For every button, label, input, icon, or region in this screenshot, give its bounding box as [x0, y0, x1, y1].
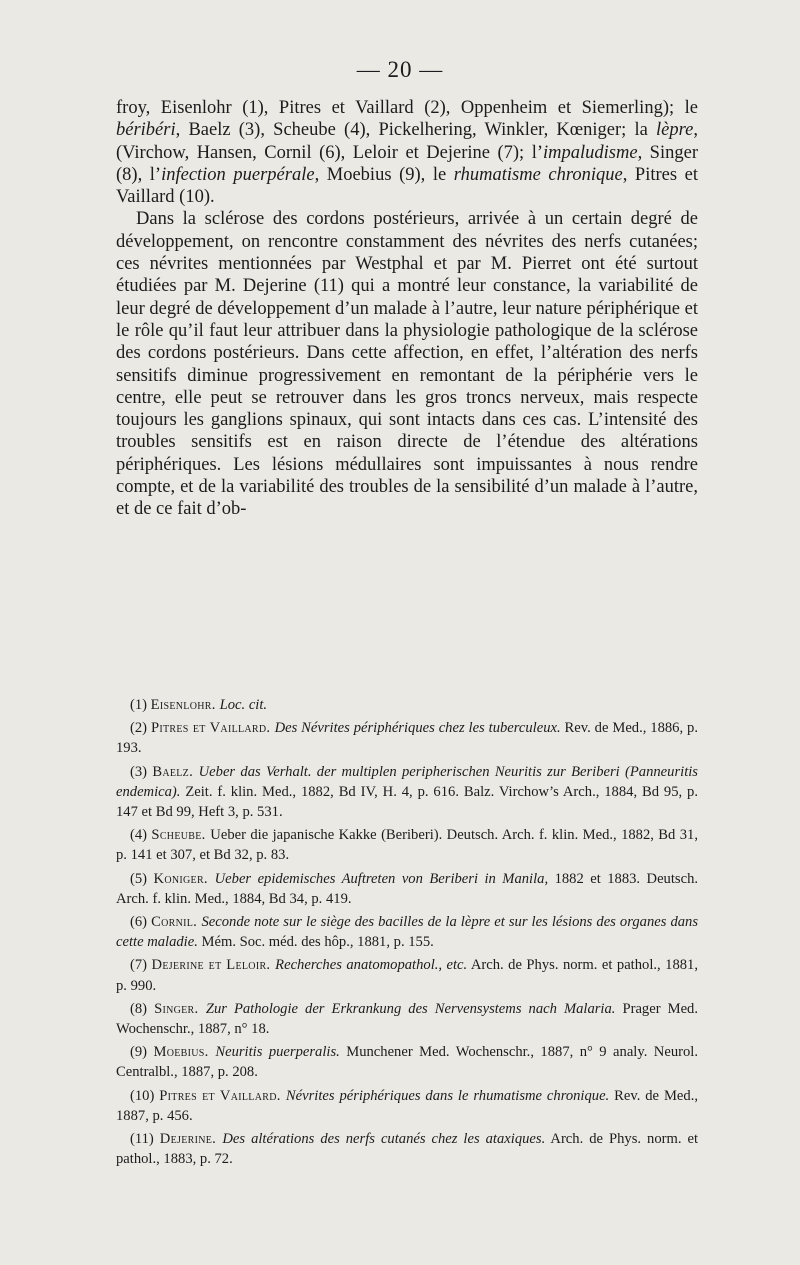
paragraph-1: [116, 97, 698, 208]
footnote-title: Ueber das Verhalt. der multiplen peripherischen Neuritis zur Beriberi (Panneuritis endemica).: [116, 763, 698, 800]
footnote-author: Dejerine et Leloir.: [151, 957, 276, 974]
text-run: , Moebius (9), le: [314, 164, 454, 185]
footnote-title: Zur Pathologie der Erkrankung des Nervensystems nach Malaria.: [205, 1000, 616, 1017]
footnote-author: Moebius.: [153, 1044, 216, 1061]
italic-term: infection puerpérale: [161, 164, 315, 185]
text-run: , (Virchow, Hansen, Cornil (6), Leloir et Dejerine (7); l’: [116, 120, 698, 163]
footnote-rest: Arch. de Phys. norm. et pathol., 1881, p. 990.: [116, 957, 698, 994]
footnote: [116, 825, 698, 865]
footnote-rest: 1882 et 1883. Deutsch. Arch. f. klin. Med., 1884, Bd 34, p. 419.: [116, 870, 699, 907]
footnote-num: (7): [130, 957, 152, 974]
footnote: [116, 955, 698, 995]
footnote-author: Baelz.: [152, 763, 199, 780]
footnote-title: Seconde note sur le siège des bacilles de la lèpre et sur les lésions des organes dans cette maladie.: [116, 914, 699, 951]
footnote-rest: Prager Med. Wochenschr., 1887, n° 18.: [116, 1000, 698, 1038]
italic-term: lèpre: [656, 120, 694, 141]
footnote: [116, 869, 698, 909]
footnote-author: Eisenlohr.: [150, 697, 220, 713]
footnote-num: (3): [130, 763, 153, 780]
footnote: [116, 999, 698, 1039]
footnote-rest: Arch. de Phys. norm. et pathol., 1883, p. 72.: [116, 1131, 698, 1168]
footnote-author: Singer.: [154, 1000, 206, 1017]
footnote-author: Cornil.: [151, 914, 202, 931]
footnote-author: Dejerine.: [159, 1131, 223, 1148]
footnote-title: Neuritis puerperalis.: [215, 1044, 340, 1061]
footnote-num: (8): [130, 1000, 155, 1017]
footnote-author: Koniger.: [153, 870, 215, 887]
footnote: [116, 762, 698, 823]
footnote-rest: Rev. de Med., 1886, p. 193.: [116, 720, 698, 757]
footnote-rest: Mém. Soc. méd. des hôp., 1881, p. 155.: [197, 934, 434, 951]
footnote-rest: Munchener Med. Wochenschr., 1887, n° 9 analy. Neurol. Centralbl., 1887, p. 208.: [116, 1044, 698, 1081]
footnote: [116, 912, 698, 952]
footnote-num: (5): [130, 870, 154, 887]
text-run: , Pitres et Vaillard (10).: [116, 164, 698, 208]
italic-term: rhumatisme chronique: [453, 164, 623, 185]
footnote-title: Névrites périphériques dans le rhumatisme chronique.: [285, 1087, 610, 1104]
footnote-title: Recherches anatomopathol., etc.: [275, 957, 468, 974]
footnote-num: (9): [130, 1044, 154, 1061]
footnote-author: Pitres et Vaillard.: [150, 720, 275, 737]
italic-term: impaludisme: [543, 142, 638, 163]
footnote-title: Ueber epidemisches Auftreten von Beriberi in Manila,: [214, 870, 549, 887]
footnote: [116, 1042, 698, 1082]
footnote: [116, 718, 698, 758]
page-number: — 20 —: [356, 57, 444, 82]
footnote: [116, 695, 698, 715]
footnote-rest: Zeit. f. klin. Med., 1882, Bd IV, H. 4, p. 616. Balz. Virchow’s Arch., 1884, Bd 95, p. 147 et Bd 99, Heft 3, p. 531.: [116, 783, 698, 821]
footnote-num: (10): [130, 1087, 160, 1104]
italic-term: béribéri: [116, 120, 176, 141]
footnote-title: Loc. cit.: [219, 697, 268, 713]
text-run: , Baelz (3), Scheube (4), Pickelhering, Winkler, Kœniger; la: [175, 120, 657, 141]
footnote-num: (4): [130, 827, 152, 844]
footnote-num: (2): [130, 720, 151, 737]
footnote-author: Pitres et Vaillard.: [159, 1087, 286, 1104]
footnote: [116, 1086, 698, 1126]
text-run: froy, Eisenlohr (1), Pitres et Vaillard (2), Oppenheim et Siemerling); le: [116, 98, 698, 118]
footnote-num: (6): [130, 914, 152, 931]
footnote-title: Des altérations des nerfs cutanés chez les ataxiques.: [222, 1131, 546, 1148]
footnote-rest: Ueber die japanische Kakke (Beriberi). Deutsch. Arch. f. klin. Med., 1882, Bd 31, p. 141 et 307, et Bd 32, p. 83.: [116, 827, 698, 864]
footnote-rest: Rev. de Med., 1887, p. 456.: [116, 1087, 698, 1124]
text-run: , Singer (8), l’: [116, 142, 698, 185]
footnote-num: (1): [130, 697, 151, 713]
paragraph-2: Dans la sclérose des cordons postérieurs, arrivée à un certain degré de développement, on rencontre constamment des névrites des nerfs cutanées; ces névrites mentionnées par Westphal et par M. Pierret ont été surtout étudiées par M. Dejerine (11) qui a montré leur constance, la variabilité de leur degré de développement d’un malade à l’autre, leur nature périphérique et le rôle qu’il faut leur attribuer dans la physiologie pathologique de la sclérose des cordons postérieurs. Dans cette affection, en effet, l’altération des nerfs sensitifs diminue progressivement en remontant de la périphérie vers le centre, elle peut se retrouver dans les gros troncs nerveux, mais respecte toujours les ganglions spinaux, qui sont intacts dans ces cas. L’intensité des troubles sensitifs est en raison directe de l’étendue des altérations périphériques. Les lésions médullaires sont impuissantes à nous rendre compte, et de la variabilité des troubles de la sensibilité d’un malade à l’autre, et de ce fait d’ob-: [116, 209, 698, 520]
footnote: [116, 1129, 698, 1169]
footnote-num: (11): [130, 1131, 160, 1148]
footnote-title: Des Névrites périphériques chez les tuberculeux.: [274, 720, 561, 737]
footnote-author: Scheube.: [151, 827, 211, 844]
main-text: [116, 97, 698, 521]
footnotes: [116, 695, 698, 1172]
